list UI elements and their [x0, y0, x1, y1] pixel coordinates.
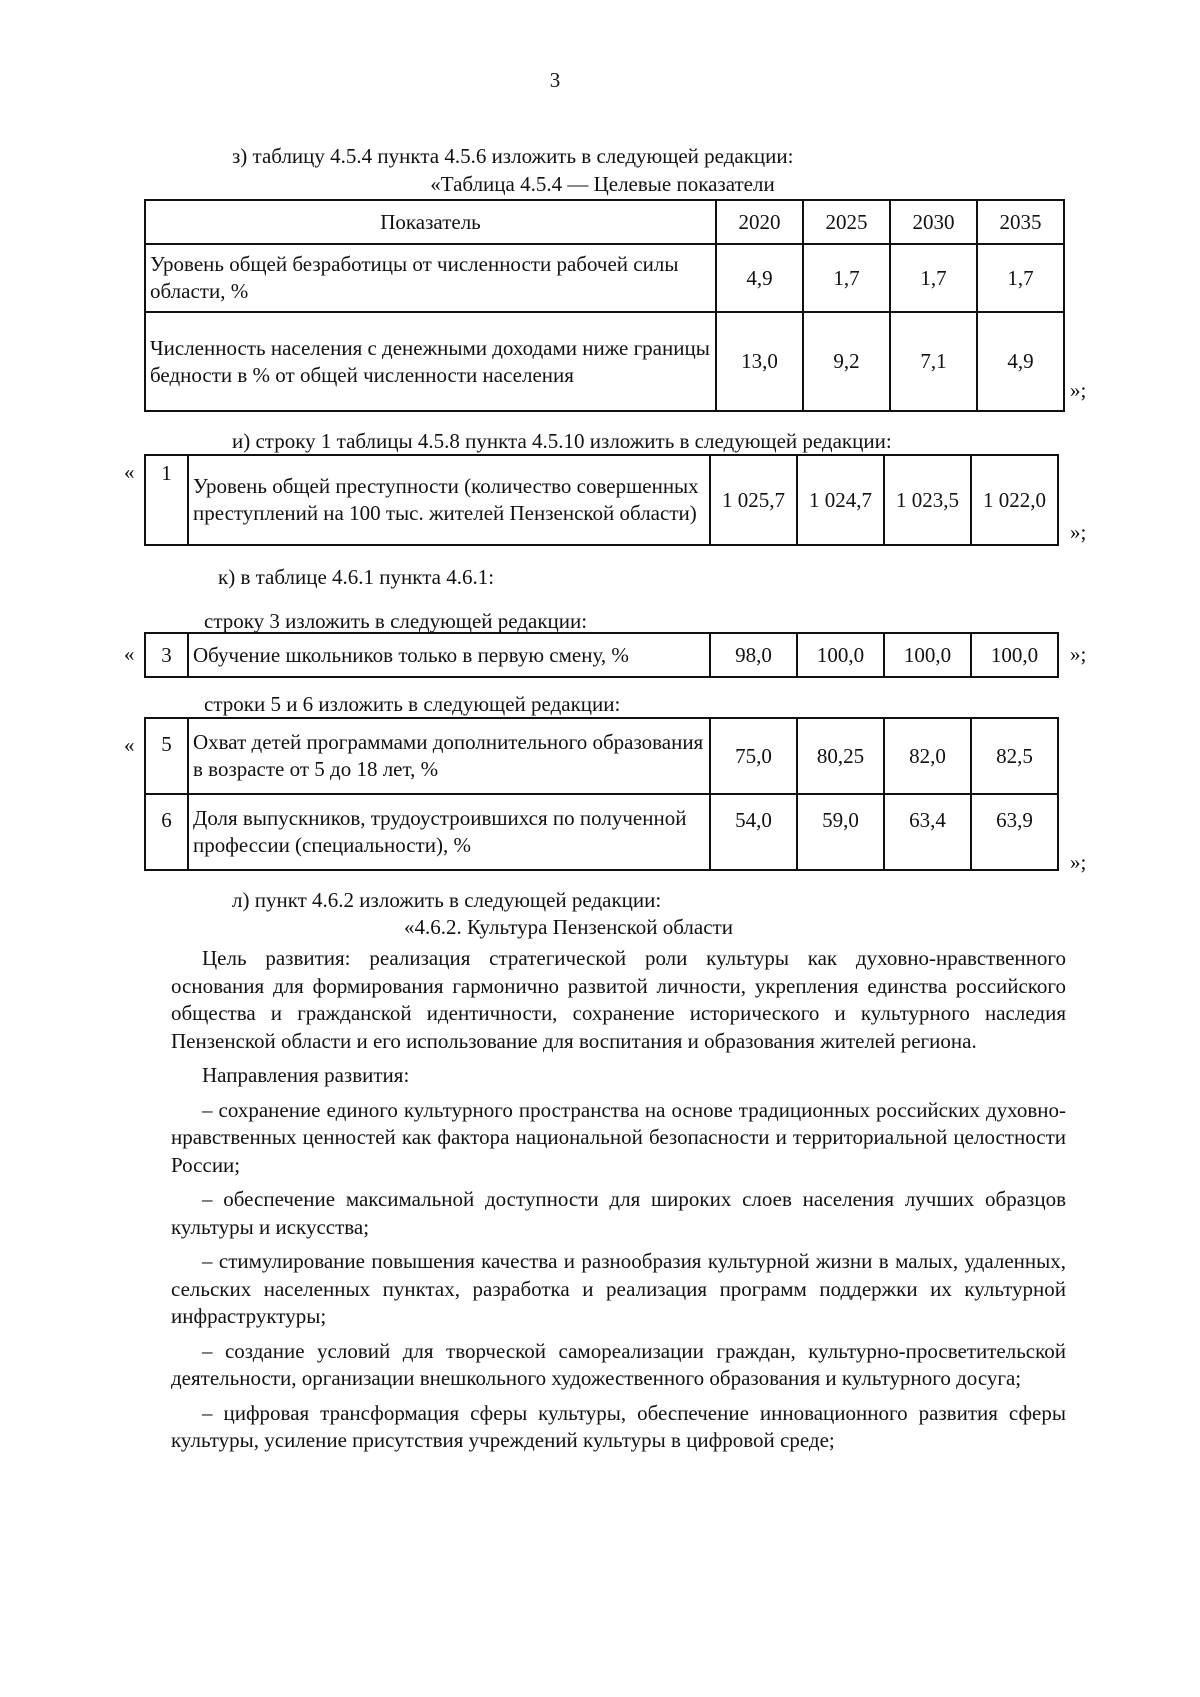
table-target-indicators: [144, 199, 1065, 412]
cell-value: 1 024,7: [797, 455, 884, 545]
opening-quote: «: [124, 733, 135, 757]
header-year: 2020: [716, 200, 803, 244]
header-year: 2030: [890, 200, 977, 244]
item-l-text: л) пункт 4.6.2 изложить в следующей редакции:: [232, 888, 662, 912]
table-row3: [144, 632, 1059, 678]
cell-value: 1 025,7: [710, 455, 797, 545]
cell-value: 54,0: [710, 794, 797, 870]
row-number: 1: [145, 455, 188, 545]
cell-value: 1 023,5: [884, 455, 971, 545]
cell-value: 82,0: [884, 718, 971, 794]
cell-value: 13,0: [716, 312, 803, 411]
table-row: [145, 794, 1058, 870]
paragraph-list-item: – стимулирование повышения качества и разнообразия культурной жизни в малых, удаленных, сельских населенных пунктах, разработка и реализация программ поддержки их культурной инфраструктуры;: [171, 1249, 1066, 1328]
table-caption: «Таблица 4.5.4 — Целевые показатели: [430, 172, 775, 196]
paragraph-list-item: – создание условий для творческой самореализации граждан, культурно-просветительской деятельности, организации внешкольного художественного образования и культурного досуга;: [171, 1338, 1066, 1390]
cell-value: 4,9: [977, 312, 1064, 411]
table-row: [145, 312, 1064, 411]
header-year: 2035: [977, 200, 1064, 244]
cell-value: 1 022,0: [971, 455, 1058, 545]
row-label: Численность населения с денежными доходами ниже границы бедности в % от общей численности населения: [145, 312, 716, 411]
section-title: «4.6.2. Культура Пензенской области: [404, 915, 733, 939]
table-row: [145, 633, 1058, 677]
cell-value: 59,0: [797, 794, 884, 870]
header-indicator: Показатель: [145, 200, 716, 244]
paragraph-directions-heading: Направления развития:: [202, 1063, 410, 1087]
table-rows56: [144, 717, 1059, 871]
row-number: 5: [145, 718, 188, 794]
body-text: [171, 945, 1066, 1462]
cell-value: 82,5: [971, 718, 1058, 794]
cell-value: 100,0: [884, 633, 971, 677]
row-number: 6: [145, 794, 188, 870]
cell-value: 98,0: [710, 633, 797, 677]
table-row: [145, 455, 1058, 545]
row-label: Уровень общей преступности (количество совершенных преступлений на 100 тыс. жителей Пензенской области): [188, 455, 710, 545]
header-year: 2025: [803, 200, 890, 244]
row-label: Охват детей программами дополнительного образования в возрасте от 5 до 18 лет, %: [188, 718, 710, 794]
cell-value: 63,9: [971, 794, 1058, 870]
closing-quote: »;: [1070, 642, 1087, 666]
paragraph-list-item: – сохранение единого культурного пространства на основе традиционных российских духовно-нравственных ценностей как фактора национальной безопасности и территориальной целостности России;: [171, 1097, 1066, 1177]
table-header-row: [145, 200, 1064, 244]
cell-value: 75,0: [710, 718, 797, 794]
cell-value: 1,7: [890, 244, 977, 312]
paragraph-list-item: – обеспечение максимальной доступности для широких слоев населения лучших образцов культуры и искусства;: [171, 1187, 1066, 1239]
cell-value: 63,4: [884, 794, 971, 870]
closing-quote: »;: [1070, 850, 1087, 874]
sub-row3-text: строку 3 изложить в следующей редакции:: [204, 609, 588, 633]
cell-value: 9,2: [803, 312, 890, 411]
table-crime-row: [144, 454, 1059, 546]
row-label: Обучение школьников только в первую смену, %: [188, 633, 710, 677]
cell-value: 1,7: [803, 244, 890, 312]
paragraph-list-item: – цифровая трансформация сферы культуры, обеспечение инновационного развития сферы культуры, усиление присутствия учреждений культуры в цифровой среде;: [171, 1400, 1066, 1452]
cell-value: 1,7: [977, 244, 1064, 312]
table-row: [145, 244, 1064, 312]
table-row: [145, 718, 1058, 794]
page-number: 3: [549, 68, 561, 92]
cell-value: 100,0: [797, 633, 884, 677]
row-number: 3: [145, 633, 188, 677]
opening-quote: «: [124, 460, 135, 484]
row-label: Доля выпускников, трудоустроившихся по полученной профессии (специальности), %: [188, 794, 710, 870]
closing-quote: »;: [1070, 378, 1087, 402]
row-label: Уровень общей безработицы от численности рабочей силы области, %: [145, 244, 716, 312]
item-i-text: и) строку 1 таблицы 4.5.8 пункта 4.5.10 изложить в следующей редакции:: [232, 429, 892, 453]
item-z-text: з) таблицу 4.5.4 пункта 4.5.6 изложить в следующей редакции:: [232, 144, 794, 168]
opening-quote: «: [124, 642, 135, 666]
closing-quote: »;: [1070, 520, 1087, 544]
sub-rows56-text: строки 5 и 6 изложить в следующей редакции:: [204, 692, 621, 716]
cell-value: 100,0: [971, 633, 1058, 677]
cell-value: 4,9: [716, 244, 803, 312]
paragraph-goal: Цель развития: реализация стратегической роли культуры как духовно-нравственного основания для формирования гармонично развитой личности, укрепления единства российского общества и гражданской идентичности, сохранение исторического и культурного наследия Пензенской области и его использование для воспитания и образования жителей региона.: [171, 946, 1066, 1053]
cell-value: 80,25: [797, 718, 884, 794]
item-k-text: к) в таблице 4.6.1 пункта 4.6.1:: [218, 565, 495, 589]
cell-value: 7,1: [890, 312, 977, 411]
